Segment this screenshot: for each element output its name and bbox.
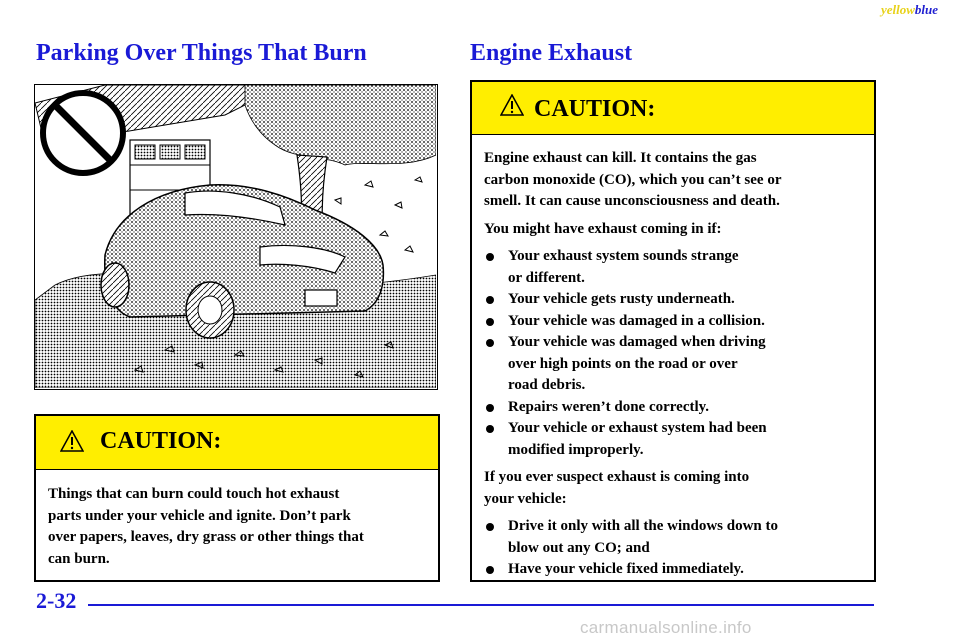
list-item-line: Drive it only with all the windows down to bbox=[508, 518, 779, 534]
watermark: carmanualsonline.info bbox=[580, 618, 752, 637]
lead-paragraph-line: If you ever suspect exhaust is coming into bbox=[484, 469, 750, 485]
list-item-line: road debris. bbox=[508, 377, 586, 393]
text-line: Things that can burn could touch hot exhaust bbox=[48, 486, 340, 502]
left-section-heading: Parking Over Things That Burn bbox=[36, 40, 367, 66]
bullet-icon bbox=[486, 296, 494, 304]
exhaust-actions-list bbox=[484, 516, 864, 581]
list-item bbox=[484, 559, 864, 581]
text-line: can burn. bbox=[48, 550, 110, 567]
bullet-icon bbox=[486, 425, 494, 433]
exhaust-symptoms-list bbox=[484, 246, 864, 461]
lead-paragraph: You might have exhaust coming in if: bbox=[484, 220, 722, 237]
list-item-line: Your exhaust system sounds strange bbox=[508, 248, 739, 264]
right-caution-text bbox=[484, 148, 864, 581]
list-item-line: Your vehicle was damaged in a collision. bbox=[508, 312, 765, 329]
list-item-line: blow out any CO; and bbox=[508, 539, 650, 556]
list-item-line: modified improperly. bbox=[508, 441, 644, 458]
bullet-icon bbox=[486, 523, 494, 531]
list-item bbox=[484, 311, 864, 333]
list-item-line: Your vehicle or exhaust system had been bbox=[508, 420, 767, 436]
text-line: Engine exhaust can kill. It contains the gas bbox=[484, 150, 757, 166]
list-item bbox=[484, 246, 864, 289]
list-item bbox=[484, 289, 864, 311]
list-item-line: Your vehicle was damaged when driving bbox=[508, 334, 766, 350]
list-item-line: Your vehicle gets rusty underneath. bbox=[508, 291, 735, 307]
text-line: smell. It can cause unconsciousness and death. bbox=[484, 193, 780, 209]
text-line: over papers, leaves, dry grass or other things that bbox=[48, 529, 364, 545]
right-warning-triangle-icon bbox=[500, 94, 524, 116]
list-item bbox=[484, 332, 864, 397]
corner-tag bbox=[881, 2, 938, 18]
list-item-line: or different. bbox=[508, 269, 585, 286]
corner-tag-blue: blue bbox=[914, 2, 938, 17]
left-warning-triangle-icon bbox=[60, 430, 84, 452]
car-over-leaves-illustration bbox=[35, 85, 436, 388]
list-item bbox=[484, 516, 864, 559]
corner-tag-yellow: yellow bbox=[880, 2, 915, 17]
no-parking-sign-icon bbox=[43, 93, 123, 173]
bullet-icon bbox=[486, 318, 494, 326]
page-number: 2-32 bbox=[36, 588, 77, 613]
parking-illustration bbox=[34, 84, 438, 390]
right-caution-header bbox=[472, 82, 874, 135]
left-caution-text bbox=[48, 484, 428, 570]
right-caution-box bbox=[470, 80, 876, 582]
list-item bbox=[484, 397, 864, 419]
text-line: carbon monoxide (CO), which you can’t see or bbox=[484, 171, 782, 188]
list-item-line: Have your vehicle fixed immediately. bbox=[508, 561, 744, 577]
list-item bbox=[484, 418, 864, 461]
left-caution-box bbox=[34, 414, 440, 582]
right-section-heading: Engine Exhaust bbox=[470, 40, 633, 66]
bullet-icon bbox=[486, 253, 494, 261]
left-caution-title: CAUTION: bbox=[100, 428, 222, 454]
lead-paragraph-line: your vehicle: bbox=[484, 490, 567, 507]
list-item-line: over high points on the road or over bbox=[508, 355, 738, 372]
right-caution-title: CAUTION: bbox=[534, 96, 656, 122]
text-line: parts under your vehicle and ignite. Don’t park bbox=[48, 507, 351, 524]
bullet-icon bbox=[486, 339, 494, 347]
left-caution-header bbox=[36, 416, 438, 470]
bullet-icon bbox=[486, 404, 494, 412]
bullet-icon bbox=[486, 566, 494, 574]
footer-rule bbox=[88, 604, 874, 606]
list-item-line: Repairs weren’t done correctly. bbox=[508, 398, 710, 415]
